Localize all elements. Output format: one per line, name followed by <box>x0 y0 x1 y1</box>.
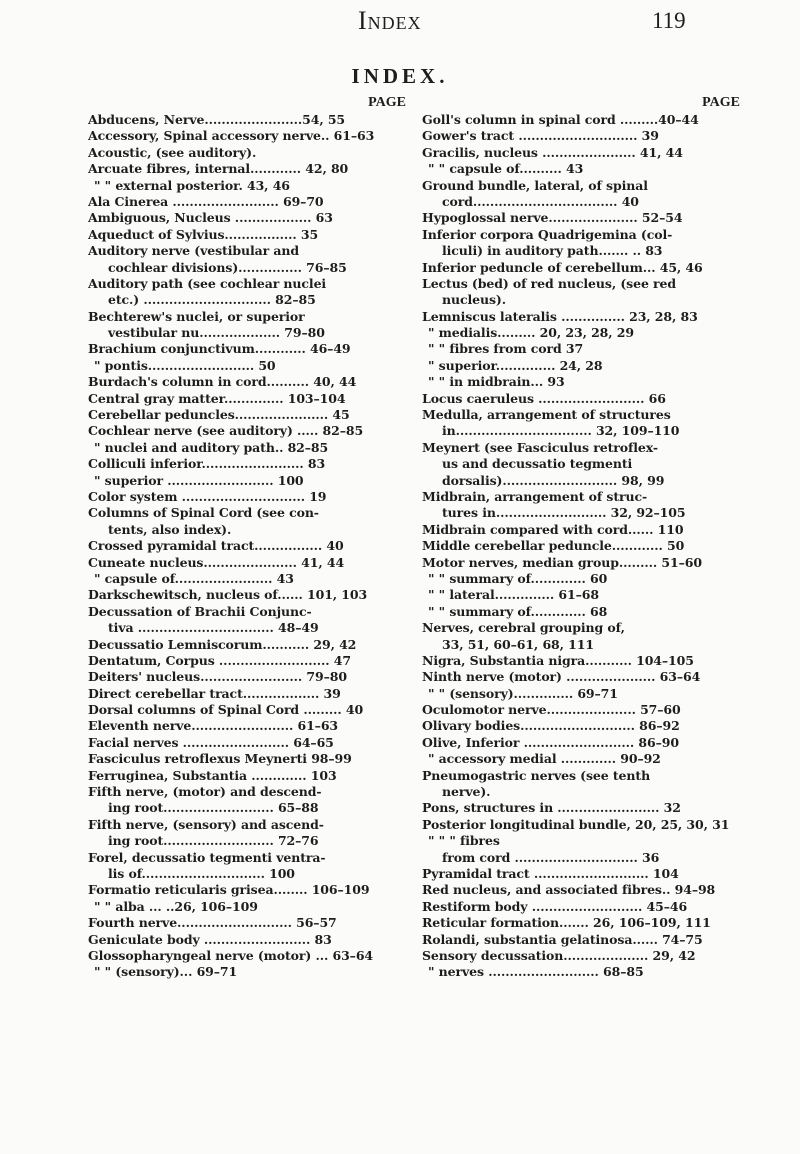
index-entry-line: " " " fibres <box>428 833 500 849</box>
index-entry-line: Reticular formation....... 26, 106–109, 111 <box>422 915 711 931</box>
index-entry-line: " " alba ... ..26, 106–109 <box>94 898 258 914</box>
index-entry-line: cord.................................. 40 <box>442 193 639 209</box>
index-entry-line: Ala Cinerea ......................... 69–70 <box>88 193 324 209</box>
index-entry-line: Olivary bodies........................... 86–92 <box>422 718 680 734</box>
index-entry-line: Accessory, Spinal accessory nerve.. 61–63 <box>88 128 375 144</box>
index-entry-line: 33, 51, 60–61, 68, 111 <box>442 636 594 652</box>
index-entry-line: Abducens, Nerve.......................54, 55 <box>88 112 346 127</box>
index-entry-line: " " external posterior. 43, 46 <box>94 177 290 193</box>
index-entry-line: Arcuate fibres, internal............ 42, 80 <box>88 161 349 177</box>
index-entry-line: " " summary of............. 68 <box>428 603 608 619</box>
index-entry-line: Rolandi, substantia gelatinosa...... 74–75 <box>422 931 703 947</box>
index-entry-line: Deiters' nucleus........................ 79–80 <box>88 669 347 685</box>
index-entry-line: cochlear divisions)............... 76–85 <box>108 259 347 275</box>
index-entry-line: " " (sensory)... 69–71 <box>94 964 238 980</box>
index-entry-line: Dorsal columns of Spinal Cord ......... 40 <box>88 702 364 718</box>
index-entry-line: " capsule of....................... 43 <box>94 570 294 586</box>
index-entry-line: Fifth nerve, (sensory) and ascend- <box>88 816 324 832</box>
index-entry-line: nerve). <box>442 784 491 800</box>
index-entry-line: Burdach's column in cord.......... 40, 44 <box>88 374 357 390</box>
index-entry-line: Decussatio Lemniscorum........... 29, 42 <box>88 636 357 652</box>
index-entry-line: Pons, structures in ........................ 32 <box>422 800 681 816</box>
index-entry-line: Hypoglossal nerve..................... 52–54 <box>422 210 683 226</box>
index-entry-line: Ninth nerve (motor) ..................... 63–64 <box>422 669 701 685</box>
index-entry-line: Auditory path (see cochlear nuclei <box>88 275 327 291</box>
index-entry-line: dorsalis)........................... 98, 99 <box>442 472 665 488</box>
index-entry-line: " pontis......................... 50 <box>94 357 276 373</box>
index-entry-line: Columns of Spinal Cord (see con- <box>88 505 319 521</box>
column-heading: PAGE <box>368 95 406 110</box>
index-entry-line: Facial nerves ......................... 64–65 <box>88 734 334 750</box>
index-entry-line: " accessory medial ............. 90–92 <box>428 751 661 767</box>
index-entry-line: Fifth nerve, (motor) and descend- <box>88 784 322 800</box>
index-entry-line: Ferruginea, Substantia ............. 103 <box>88 767 337 783</box>
index-entry-line: Restiform body .......................... 45–46 <box>422 898 688 914</box>
index-entry-line: Fourth nerve........................... 56–57 <box>88 915 337 931</box>
index-entry-line: " nerves .......................... 68–85 <box>428 964 644 980</box>
index-entry-line: Colliculi inferior........................ 83 <box>88 456 326 472</box>
index-entry-line: Meynert (see Fasciculus retroflex- <box>422 439 658 455</box>
index-entry-line: us and decussatio tegmenti <box>442 456 633 472</box>
index-entry-line: Formatio reticularis grisea........ 106–109 <box>88 882 370 898</box>
index-entry-line: tents, also index). <box>108 521 232 537</box>
index-entry-line: Locus caeruleus ......................... 66 <box>422 390 666 406</box>
index-entry-line: Oculomotor nerve..................... 57–60 <box>422 702 681 718</box>
index-entry-line: in................................ 32, 109–110 <box>442 423 680 439</box>
index-entry-line: Aqueduct of Sylvius................. 35 <box>88 226 319 242</box>
index-title: INDEX. <box>351 64 449 89</box>
index-entry-line: tures in.......................... 32, 92–105 <box>442 505 686 521</box>
index-entry-line: Fasciculus retroflexus Meynerti 98–99 <box>88 751 352 767</box>
index-entry-line: Medulla, arrangement of structures <box>422 407 671 423</box>
index-entry-line: Brachium conjunctivum............ 46–49 <box>88 341 351 357</box>
index-entry-line: Lemniscus lateralis ............... 23, 28, 83 <box>422 308 698 324</box>
index-entry-line: Inferior corpora Quadrigemina (col- <box>422 226 673 242</box>
index-entry-line: Crossed pyramidal tract................ 40 <box>88 538 344 554</box>
index-entry-line: Cuneate nucleus...................... 41, 44 <box>88 554 345 570</box>
index-entry-line: Goll's column in spinal cord .........40–44 <box>422 112 699 127</box>
index-entry-line: Ambiguous, Nucleus .................. 63 <box>88 210 333 226</box>
index-entry-line: " " summary of............. 60 <box>428 570 608 586</box>
index-entry-line: from cord ............................. 36 <box>442 849 660 865</box>
index-entry-line: Middle cerebellar peduncle............ 50 <box>422 538 685 554</box>
index-entry-line: lis of............................. 100 <box>108 865 295 881</box>
index-entry-line: liculi) in auditory path....... .. 83 <box>442 243 663 259</box>
index-entry-line: Midbrain, arrangement of struc- <box>422 488 648 504</box>
index-entry-line: ing root.......................... 65–88 <box>108 800 319 816</box>
index-entry-line: " " fibres from cord 37 <box>428 341 584 357</box>
index-entry-line: Cochlear nerve (see auditory) ..... 82–85 <box>88 423 364 439</box>
index-entry-line: Sensory decussation.................... 29, 42 <box>422 947 696 963</box>
index-entry-line: Glossopharyngeal nerve (motor) ... 63–64 <box>88 947 374 963</box>
index-entry-line: Olive, Inferior .......................... 86–90 <box>422 734 679 750</box>
index-column-left <box>88 95 406 981</box>
index-entry-line: " nuclei and auditory path.. 82–85 <box>94 439 329 455</box>
index-entry-line: Central gray matter.............. 103–104 <box>88 390 346 406</box>
index-entry-line: Lectus (bed) of red nucleus, (see red <box>422 275 677 291</box>
index-entry-line: Acoustic, (see auditory). <box>88 144 257 160</box>
index-entry-line: Gracilis, nucleus ...................... 41, 44 <box>422 144 683 160</box>
index-entry-line: Dentatum, Corpus .......................... 47 <box>88 652 351 668</box>
index-entry-line: etc.) .............................. 82–85 <box>108 292 316 308</box>
index-entry-line: Auditory nerve (vestibular and <box>88 243 300 259</box>
index-entry-line: Darkschewitsch, nucleus of...... 101, 103 <box>88 587 368 603</box>
index-entry-line: " medialis......... 20, 23, 28, 29 <box>428 325 634 341</box>
index-entry-line: Motor nerves, median group......... 51–60 <box>422 554 702 570</box>
index-entry-line: ing root.......................... 72–76 <box>108 833 319 849</box>
index-entry-line: Bechterew's nuclei, or superior <box>88 308 305 324</box>
index-entry-line: Forel, decussatio tegmenti ventra- <box>88 849 326 865</box>
index-entry-line: vestibular nu................... 79–80 <box>108 325 325 341</box>
index-entry-line: Ground bundle, lateral, of spinal <box>422 177 648 193</box>
running-title: Index <box>358 6 422 35</box>
index-entries-left <box>88 112 406 981</box>
page-number: 119 <box>652 8 686 33</box>
index-entry-line: Geniculate body ......................... 83 <box>88 931 332 947</box>
index-entry-line: Nerves, cerebral grouping of, <box>422 620 625 636</box>
index-entry-line: " " in midbrain... 93 <box>428 374 565 390</box>
index-entries-right <box>422 112 740 981</box>
index-entry-line: Pyramidal tract ........................... 104 <box>422 865 679 881</box>
index-entry-line: Direct cerebellar tract.................. 39 <box>88 685 341 701</box>
index-entry-line: " " (sensory).............. 69–71 <box>428 685 618 701</box>
index-entry-line: Color system ............................. 19 <box>88 488 327 504</box>
index-entry-line: nucleus). <box>442 292 506 308</box>
index-column-right <box>422 95 740 981</box>
index-entry-line: " superior ......................... 100 <box>94 472 304 488</box>
index-entry-line: Midbrain compared with cord...... 110 <box>422 521 684 537</box>
index-entry-line: Decussation of Brachii Conjunc- <box>88 603 312 619</box>
index-entry-line: Nigra, Substantia nigra........... 104–105 <box>422 652 694 668</box>
index-entry-line: Gower's tract ............................ 39 <box>422 128 659 144</box>
index-entry-line: Red nucleus, and associated fibres.. 94–98 <box>422 882 716 898</box>
index-entry-line: " superior.............. 24, 28 <box>428 357 603 373</box>
running-head <box>0 6 800 36</box>
column-heading: PAGE <box>702 95 740 110</box>
index-entry-line: Posterior longitudinal bundle, 20, 25, 30, 31 <box>422 816 730 832</box>
index-entry-line: tiva ................................ 48–49 <box>108 620 319 636</box>
index-entry-line: " " lateral.............. 61–68 <box>428 587 599 603</box>
index-entry-line: Cerebellar peduncles...................... 45 <box>88 407 350 423</box>
index-entry-line: Eleventh nerve........................ 61–63 <box>88 718 339 734</box>
index-entry-line: Inferior peduncle of cerebellum... 45, 46 <box>422 259 703 275</box>
index-entry-line: " " capsule of.......... 43 <box>428 161 584 177</box>
index-entry-line: Pneumogastric nerves (see tenth <box>422 767 651 783</box>
